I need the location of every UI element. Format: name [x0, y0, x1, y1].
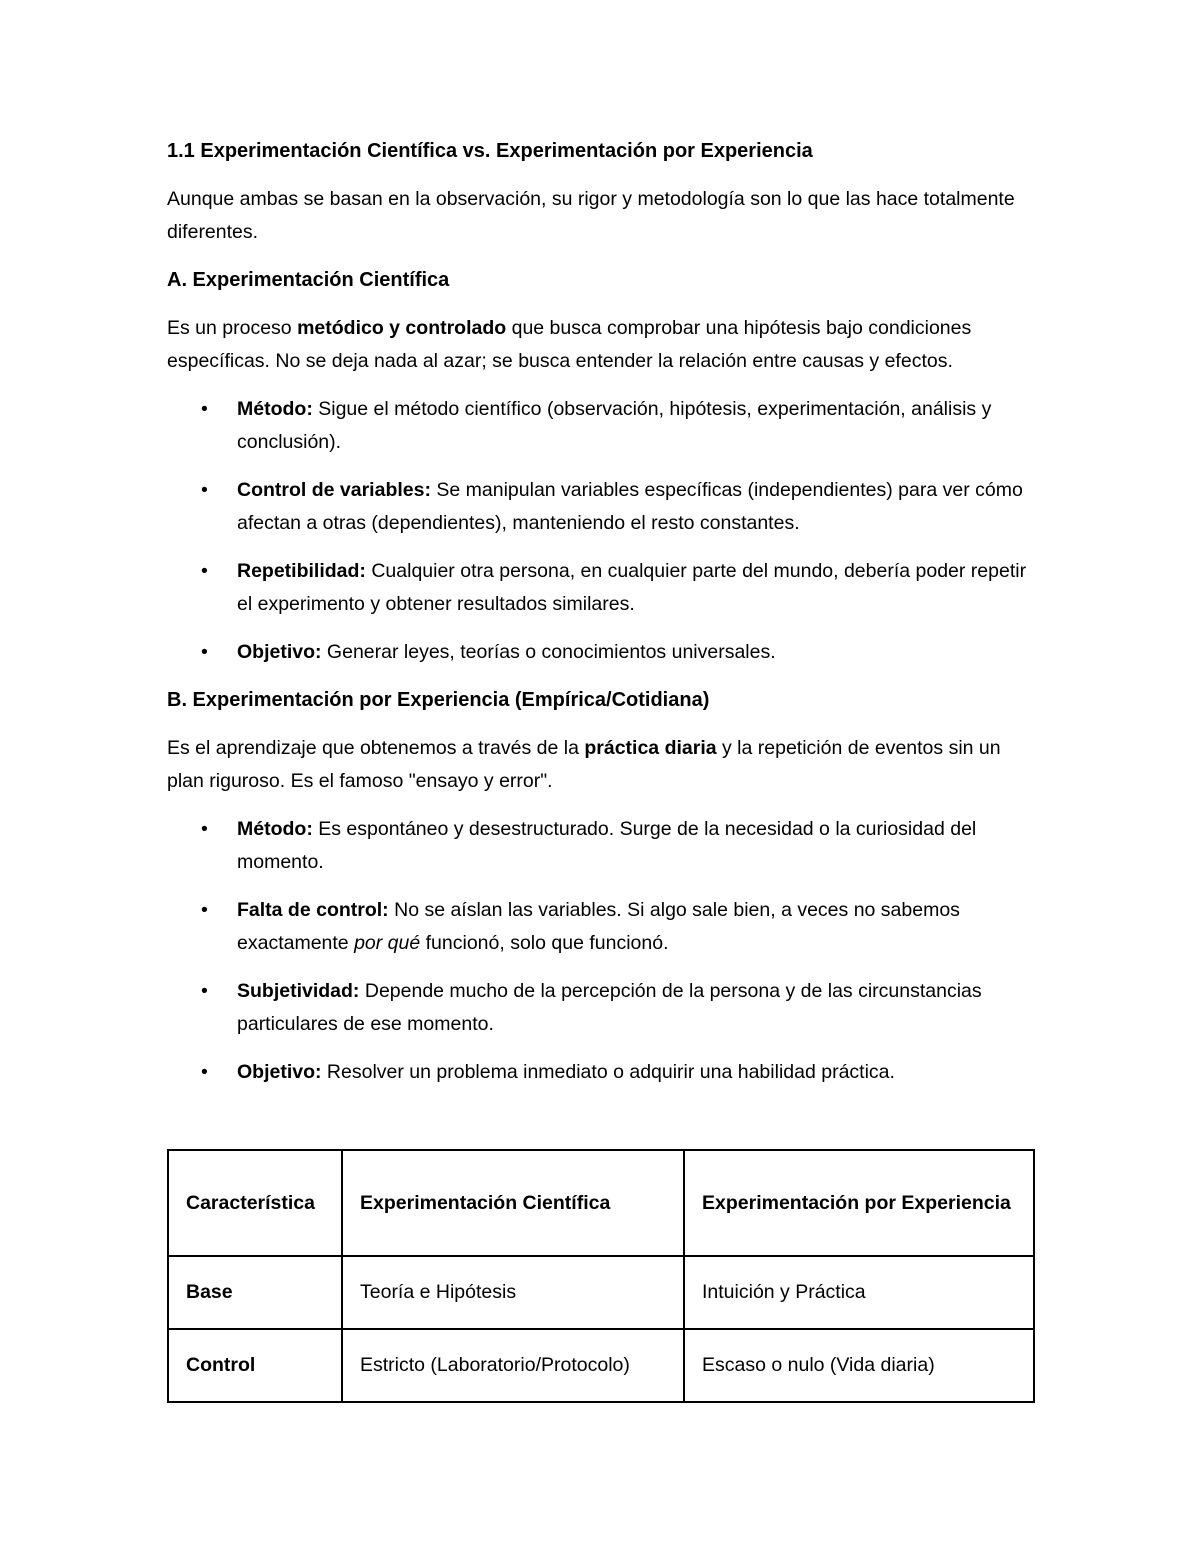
table-cell: Intuición y Práctica: [684, 1256, 1034, 1329]
intro-paragraph: Aunque ambas se basan en la observación, su rigor y metodología son lo que las hace totalmente diferentes.: [167, 188, 1015, 243]
table-header-cell: Experimentación por Experiencia: [684, 1150, 1034, 1256]
section-a-para-pre: Es un proceso: [167, 317, 298, 339]
bullet-icon: •: [201, 560, 208, 582]
comparison-table: [167, 1149, 1035, 1403]
document-page: [167, 135, 1033, 1089]
section-b-para-bold: práctica diaria: [584, 737, 717, 759]
table-row: [168, 1256, 1034, 1329]
list-item: [167, 894, 1033, 960]
bullet-label: Repetibilidad:: [237, 560, 366, 582]
bullet-icon: •: [201, 899, 208, 921]
bullet-icon: •: [201, 398, 208, 420]
table-cell: Estricto (Laboratorio/Protocolo): [342, 1329, 684, 1402]
bullet-text: Cualquier otra persona, en cualquier parte del mundo, debería poder repetir el experimento y obtener resultados similares.: [237, 560, 1027, 615]
table-header-row: [168, 1150, 1034, 1256]
section-a-para-post: que busca comprobar una hipótesis bajo condiciones específicas. No se deja nada al azar; se busca entender la relación entre causas y efectos.: [167, 317, 972, 372]
bullet-icon: •: [201, 641, 208, 663]
bullet-label: Objetivo:: [237, 1061, 322, 1083]
table-cell: Base: [168, 1256, 342, 1329]
table-cell: Teoría e Hipótesis: [342, 1256, 684, 1329]
bullet-icon: •: [201, 980, 208, 1002]
list-item: [167, 393, 1033, 459]
section-a-title: A. Experimentación Científica: [167, 269, 450, 291]
table-cell: Control: [168, 1329, 342, 1402]
section-a-bullet-list: [167, 393, 1033, 669]
bullet-text-italic: por qué: [354, 932, 421, 954]
section-b-paragraph: [167, 732, 1033, 798]
section-b-bullet-list: [167, 813, 1033, 1089]
section-b-para-post: y la repetición de eventos sin un plan riguroso. Es el famoso "ensayo y error".: [167, 737, 1001, 792]
table-cell: Escaso o nulo (Vida diaria): [684, 1329, 1034, 1402]
bullet-text-post: funcionó, solo que funcionó.: [420, 932, 669, 954]
section-a-para-bold: metódico y controlado: [297, 317, 507, 339]
bullet-text: Se manipulan variables específicas (independientes) para ver cómo afectan a otras (dependientes), manteniendo el resto constantes.: [237, 479, 1023, 534]
bullet-text: Es espontáneo y desestructurado. Surge de la necesidad o la curiosidad del momento.: [237, 818, 977, 873]
bullet-label: Método:: [237, 818, 313, 840]
document-heading: 1.1 Experimentación Científica vs. Experimentación por Experiencia: [167, 140, 813, 162]
bullet-label: Control de variables:: [237, 479, 431, 501]
list-item: [167, 474, 1033, 540]
bullet-label: Falta de control:: [237, 899, 389, 921]
table-header-cell: Característica: [168, 1150, 342, 1256]
bullet-icon: •: [201, 1061, 208, 1083]
bullet-text-pre: No se aíslan las variables. Si algo sale bien, a veces no sabemos exactamente: [237, 899, 960, 954]
bullet-text: Depende mucho de la percepción de la persona y de las circunstancias particulares de ese momento.: [237, 980, 982, 1035]
bullet-label: Objetivo:: [237, 641, 322, 663]
section-b-title: B. Experimentación por Experiencia (Empírica/Cotidiana): [167, 689, 710, 711]
table-row: [168, 1329, 1034, 1402]
list-item: [167, 813, 1033, 879]
bullet-icon: •: [201, 479, 208, 501]
list-item: [167, 555, 1033, 621]
bullet-text: Resolver un problema inmediato o adquirir una habilidad práctica.: [321, 1061, 895, 1083]
section-b-para-pre: Es el aprendizaje que obtenemos a través de la: [167, 737, 585, 759]
section-a-paragraph: [167, 312, 1033, 378]
list-item: [167, 1056, 1033, 1089]
bullet-text: Generar leyes, teorías o conocimientos universales.: [321, 641, 776, 663]
table-header-cell: Experimentación Científica: [342, 1150, 684, 1256]
bullet-text: Sigue el método científico (observación, hipótesis, experimentación, análisis y conclusión).: [237, 398, 992, 453]
bullet-icon: •: [201, 818, 208, 840]
bullet-label: Método:: [237, 398, 313, 420]
bullet-label: Subjetividad:: [237, 980, 360, 1002]
list-item: [167, 975, 1033, 1041]
list-item: [167, 636, 1033, 669]
